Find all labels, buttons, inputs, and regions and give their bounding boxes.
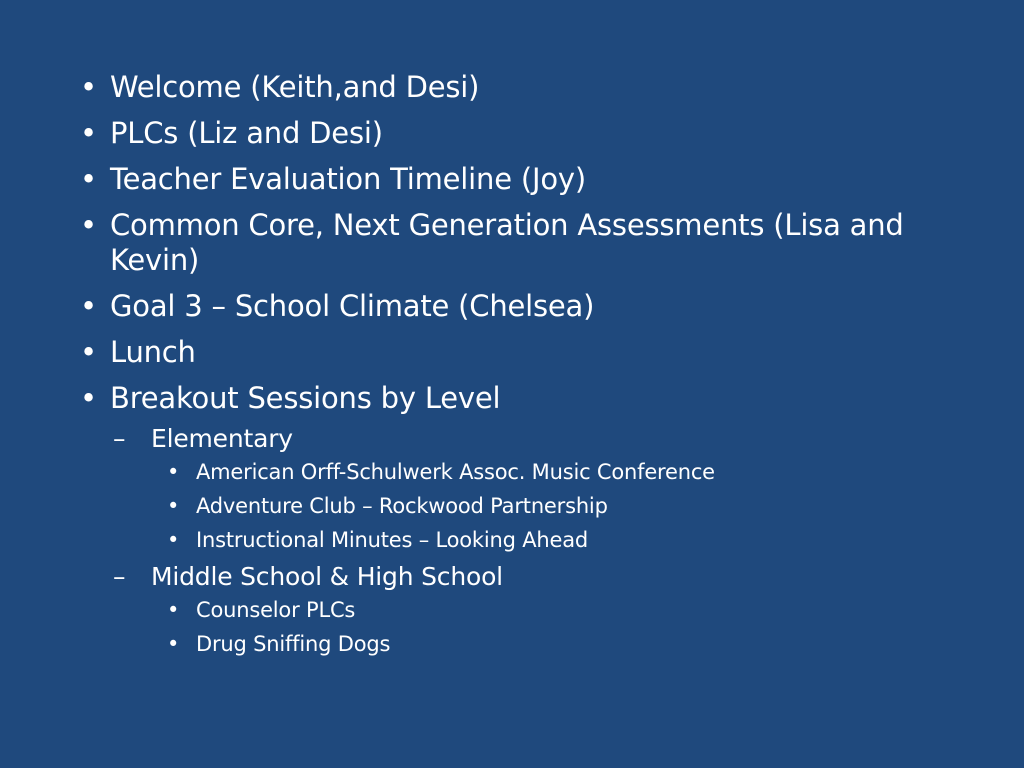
agenda-item-text: Welcome (Keith,and Desi)	[110, 70, 480, 104]
bullet-icon: •	[80, 381, 97, 415]
session-item	[151, 597, 984, 623]
bullet-icon: •	[167, 632, 180, 656]
agenda-item-text: Lunch	[110, 335, 196, 369]
session-item	[151, 527, 984, 553]
session-item-text: Counselor PLCs	[196, 598, 356, 622]
bullet-icon: •	[80, 335, 97, 369]
agenda-item-text: PLCs (Liz and Desi)	[110, 116, 383, 150]
bullet-icon: •	[80, 208, 97, 242]
agenda-item-common-core	[78, 208, 984, 278]
agenda-item-goal-3	[78, 289, 984, 324]
agenda-item-text: Common Core, Next Generation Assessments (Lisa and Kevin)	[110, 208, 904, 277]
bullet-icon: •	[167, 460, 180, 484]
agenda-item-plcs	[78, 116, 984, 151]
session-item-text: Instructional Minutes – Looking Ahead	[196, 528, 589, 552]
agenda-item-text: Breakout Sessions by Level	[110, 381, 501, 415]
bullet-icon: •	[80, 70, 97, 104]
session-item	[151, 459, 984, 485]
level-item-text: Middle School & High School	[151, 562, 503, 591]
bullet-icon: •	[80, 162, 97, 196]
bullet-icon: •	[167, 494, 180, 518]
agenda-list	[78, 70, 984, 657]
session-item-text: American Orff-Schulwerk Assoc. Music Conference	[196, 460, 715, 484]
level-item-elementary	[109, 424, 984, 553]
elementary-session-list	[151, 459, 984, 553]
agenda-item-teacher-evaluation	[78, 162, 984, 197]
session-item-text: Drug Sniffing Dogs	[196, 632, 391, 656]
bullet-icon: •	[167, 528, 180, 552]
middle-high-session-list	[151, 597, 984, 657]
level-item-text: Elementary	[151, 424, 293, 453]
agenda-item-text: Teacher Evaluation Timeline (Joy)	[110, 162, 586, 196]
bullet-icon: •	[167, 598, 180, 622]
agenda-item-welcome	[78, 70, 984, 105]
session-item-text: Adventure Club – Rockwood Partnership	[196, 494, 608, 518]
session-item	[151, 631, 984, 657]
agenda-item-lunch	[78, 335, 984, 370]
level-item-middle-high-school	[109, 562, 984, 657]
agenda-item-text: Goal 3 – School Climate (Chelsea)	[110, 289, 595, 323]
bullet-icon: •	[80, 116, 97, 150]
session-item	[151, 493, 984, 519]
bullet-icon: •	[80, 289, 97, 323]
agenda-item-breakout-sessions	[78, 381, 984, 657]
dash-icon: –	[113, 562, 126, 591]
breakout-level-list	[109, 424, 984, 657]
dash-icon: –	[113, 424, 126, 453]
